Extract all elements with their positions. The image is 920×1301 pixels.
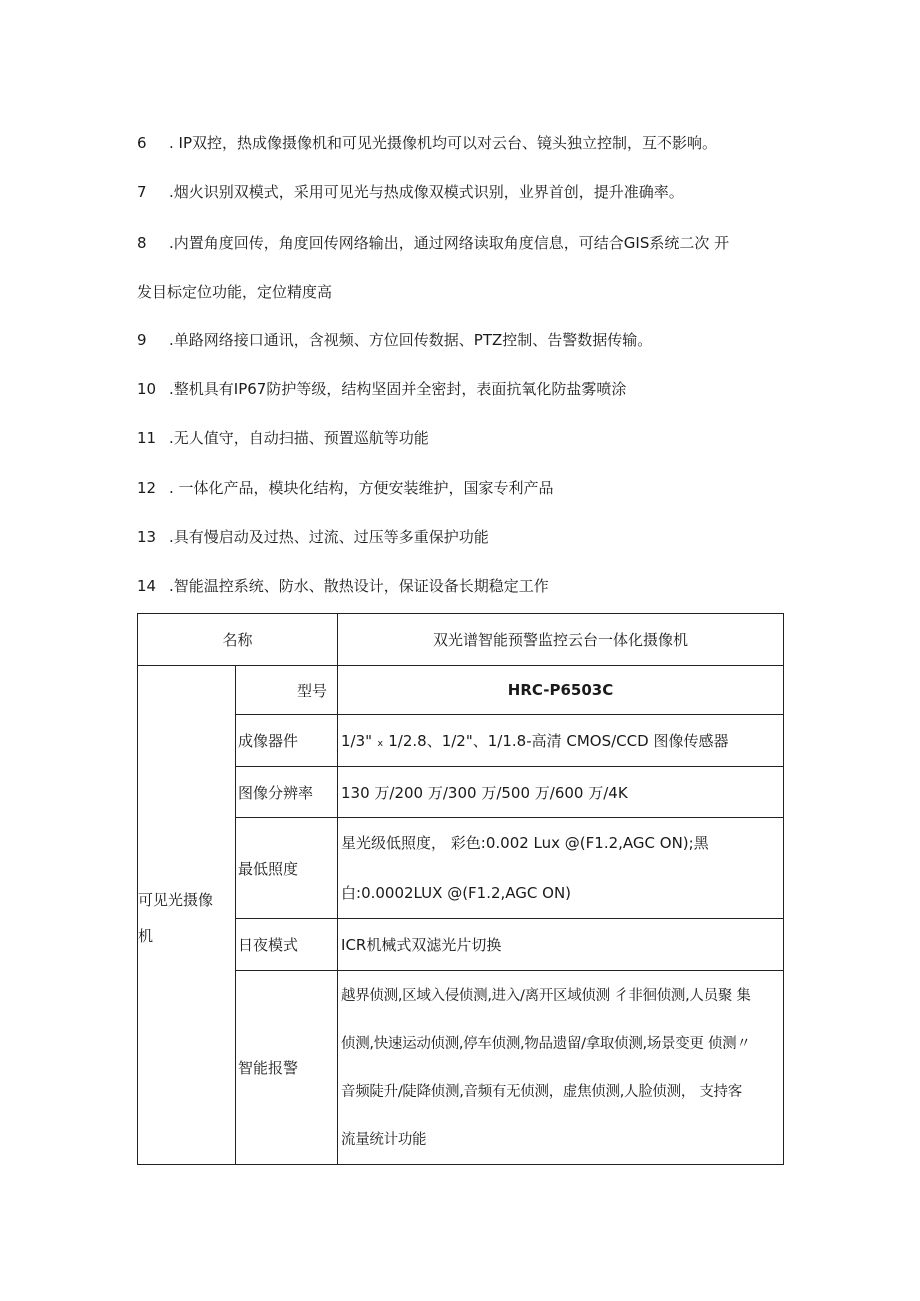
feature-text: .烟火识别双模式，采用可见光与热成像双模式识别，业界首创，提升准确率。: [169, 183, 684, 201]
name-value-cell: 双光谱智能预警监控云台一体化摄像机: [338, 614, 784, 666]
feature-text: .无人值守，自动扫描、预置巡航等功能: [169, 429, 429, 447]
spec-label-cell: 图像分辨率: [236, 767, 338, 818]
feature-item-8-continuation: 发目标定位功能，定位精度高: [137, 283, 333, 301]
feature-number: 14: [137, 577, 157, 595]
model-label: 型号: [297, 681, 328, 700]
feature-text: .整机具有IP67防护等级，结构坚固并全密封，表面抗氧化防盐雾喷涂: [169, 380, 627, 398]
feature-number: 10: [137, 380, 157, 398]
feature-item-12: [137, 476, 787, 500]
feature-number: 12: [137, 479, 157, 497]
group-label-line: 可见光摄像: [138, 891, 214, 909]
name-label-cell: 名称: [138, 614, 338, 666]
feature-number: 9: [137, 331, 147, 349]
spec-value-line: 音频陡升/陡降侦测,音频有无侦测，虚焦侦测,人脸侦测， 支持客: [341, 1083, 742, 1100]
spec-label-cell: 最低照度: [236, 818, 338, 919]
spec-label-cell: 成像器件: [236, 715, 338, 767]
feature-item-13: [137, 525, 787, 549]
spec-value-cell: ICR机械式双滤光片切换: [338, 919, 784, 971]
feature-text: .具有慢启动及过热、过流、过压等多重保护功能: [169, 528, 489, 546]
spec-value-line: 白:0.0002LUX @(F1.2,AGC ON): [341, 884, 572, 902]
feature-number: 13: [137, 528, 157, 546]
feature-item-14: [137, 574, 787, 598]
feature-text: . 一体化产品，模块化结构，方便安装维护，国家专利产品: [169, 479, 554, 497]
model-label-cell: [236, 666, 338, 715]
feature-text: .内置角度回传，角度回传网络输出，通过网络读取角度信息，可结合GIS系统二次 开: [169, 234, 730, 252]
spec-value-line: 侦测,快速运动侦测,停车侦测,物品遗留/拿取侦测,场景变更 侦测〃: [341, 1035, 751, 1052]
spec-label-cell: 日夜模式: [236, 919, 338, 971]
spec-value-cell: [338, 971, 784, 1165]
spec-value-cell: 130 万/200 万/300 万/500 万/600 万/4K: [338, 767, 784, 818]
feature-text: .单路网络接口通讯，含视频、方位回传数据、PTZ控制、告警数据传输。: [169, 331, 653, 349]
group-label-line: 机: [138, 927, 154, 945]
spec-value-line: 流量统计功能: [341, 1131, 427, 1148]
feature-text: .智能温控系统、防水、散热设计，保证设备长期稳定工作: [169, 577, 549, 595]
feature-item-9: [137, 328, 787, 352]
spec-value-line: 星光级低照度， 彩色:0.002 Lux @(F1.2,AGC ON);黑: [341, 834, 709, 852]
spec-table: [137, 613, 784, 1165]
feature-item-8: [137, 231, 787, 255]
feature-number: 7: [137, 183, 147, 201]
spec-value-line: 越界侦测,区域入侵侦测,进入/离开区域侦测 彳非徊侦测,人员聚 集: [341, 987, 751, 1004]
spec-label-cell: 智能报警: [236, 971, 338, 1165]
feature-number: 8: [137, 234, 147, 252]
feature-number: 6: [137, 134, 147, 152]
feature-number: 11: [137, 429, 157, 447]
spec-value-cell: [338, 818, 784, 919]
feature-text: . IP双控，热成像摄像机和可见光摄像机均可以对云台、镜头独立控制，互不影响。: [169, 134, 718, 152]
group-label-cell: [138, 666, 236, 1165]
feature-item-7: [137, 180, 787, 204]
table-row: [138, 614, 784, 666]
feature-item-6: [137, 131, 787, 155]
table-row: [138, 666, 784, 715]
spec-value-cell: 1/3" ₓ 1/2.8、1/2"、1/1.8-高清 CMOS/CCD 图像传感器: [338, 715, 784, 767]
feature-item-11: [137, 426, 787, 450]
feature-item-10: [137, 377, 787, 401]
model-value-cell: HRC-P6503C: [338, 666, 784, 715]
